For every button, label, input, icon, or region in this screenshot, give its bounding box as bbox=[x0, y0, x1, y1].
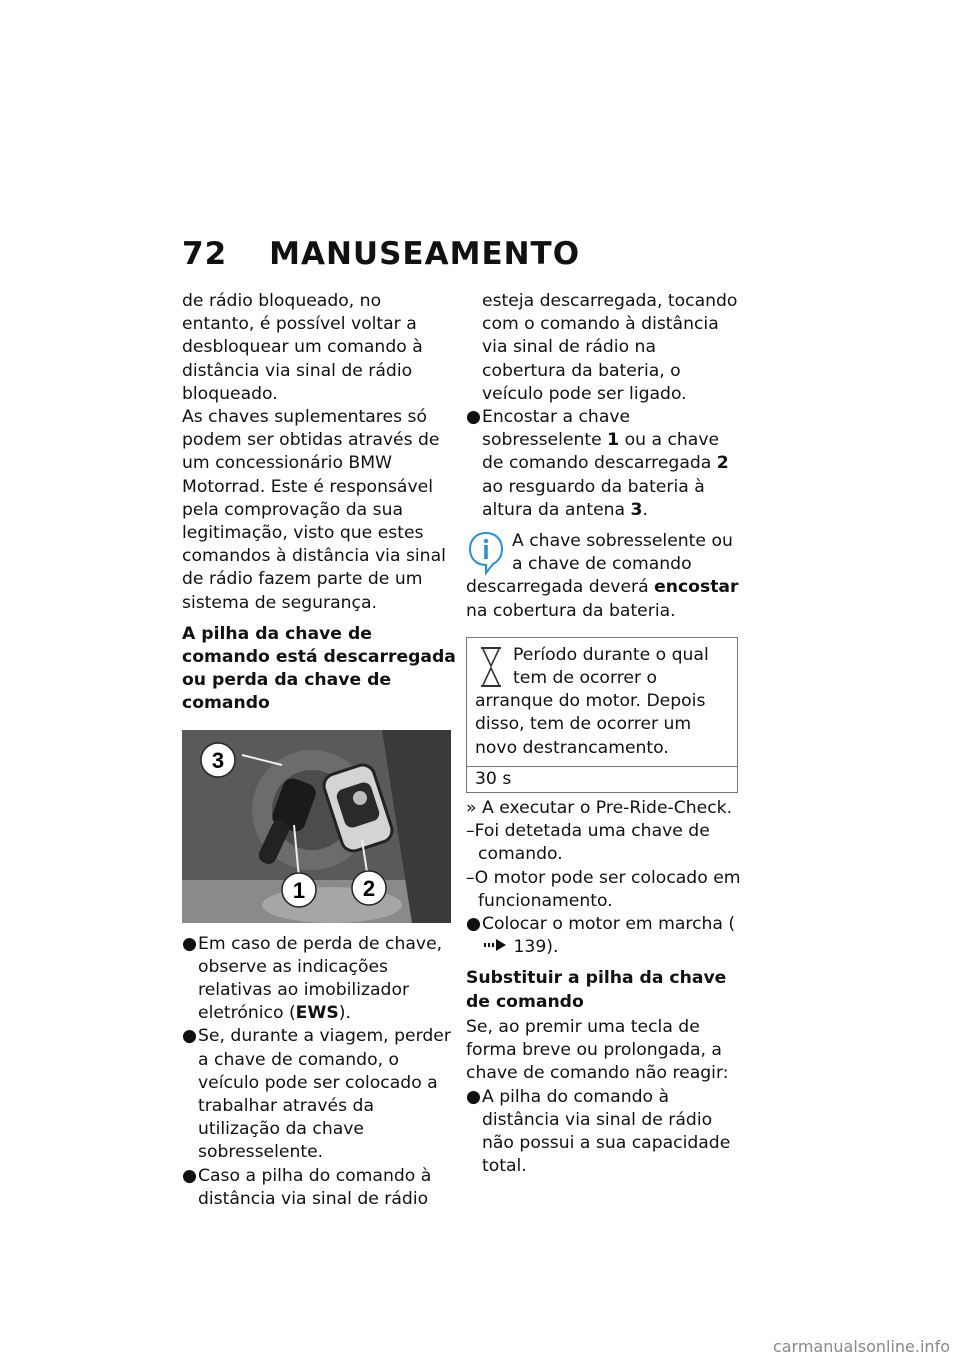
result-line: » A executar o Pre-Ride-Check. bbox=[466, 798, 733, 819]
bullet-icon: ● bbox=[182, 933, 197, 954]
arrow-ref-icon bbox=[482, 938, 508, 952]
bullet-item: ● Caso a pilha do comando à distância via sinal de rádio bbox=[182, 1165, 432, 1209]
page-number: 72 bbox=[182, 236, 228, 272]
page-header bbox=[182, 236, 580, 272]
footer-watermark: carmanualsonline.info bbox=[772, 1337, 950, 1356]
right-column bbox=[466, 290, 742, 1178]
bullet-icon: ● bbox=[466, 914, 481, 935]
paragraph: Se, ao premir uma tecla de forma breve ou prolongada, a chave de comando não reagir: bbox=[466, 1016, 729, 1084]
bullet-item: ● Em caso de perda de chave, observe as indicações relativas ao imobilizador eletrónico (EWS). bbox=[182, 933, 443, 1024]
bullet-item: ● Se, durante a viagem, perder a chave de comando, o veículo pode ser colocado a trabalhar através da utilização da chave sobresselente. bbox=[182, 1026, 451, 1163]
bullet-item: ● A pilha do comando à distância via sinal de rádio não possui a sua capacidade total. bbox=[466, 1086, 731, 1177]
paragraph: As chaves suplementares só podem ser obtidas através de um concessionário BMW Motorrad. Este é responsável pela comprovação da sua legitimação, visto que estes comandos à distância via sinal de rádio fazem parte de um sistema de segurança. bbox=[182, 407, 446, 613]
chapter-title: MANUSEAMENTO bbox=[269, 236, 581, 272]
key-illustration bbox=[182, 730, 451, 923]
figure-label-2: 2 bbox=[362, 875, 376, 901]
section-heading: A pilha da chave de comando está descarregada ou perda da chave de comando bbox=[182, 623, 456, 714]
paragraph: esteja descarregada, tocando com o comando à distância via sinal de rádio na cobertura da bateria, o veículo pode ser ligado. bbox=[482, 291, 738, 404]
table-description: Período durante o qual tem de ocorrer o arranque do motor. Depois disso, tem de ocorrer um novo destrancamento. bbox=[467, 638, 737, 767]
page-reference[interactable]: 139). bbox=[513, 937, 559, 958]
dash-item: –Foi detetada uma chave de comando. bbox=[466, 821, 710, 865]
section-heading: Substituir a pilha da chave de comando bbox=[466, 968, 727, 1012]
bullet-item: ● Encostar a chave sobresselente 1 ou a chave de comando descarregada 2 ao resguardo da bateria à altura da antena 3. bbox=[466, 407, 729, 520]
dash-item: –O motor pode ser colocado em funcionamento. bbox=[466, 867, 741, 911]
info-icon bbox=[466, 530, 506, 576]
figure-label-3: 3 bbox=[211, 747, 225, 773]
bullet-icon: ● bbox=[182, 1026, 197, 1047]
bullet-icon: ● bbox=[466, 407, 481, 428]
key-photo bbox=[182, 730, 451, 923]
timer-icon bbox=[475, 644, 507, 690]
table-value: 30 s bbox=[475, 768, 512, 789]
bullet-icon: ● bbox=[182, 1165, 197, 1186]
left-column bbox=[182, 290, 458, 1211]
figure-label-1: 1 bbox=[292, 877, 306, 903]
timer-table bbox=[466, 637, 738, 793]
info-note: A chave sobresselente ou a chave de comando descarregada deverá encostar na cobertura da bateria. bbox=[466, 531, 739, 621]
bullet-item: ● Colocar o motor em marcha ( 139). bbox=[466, 914, 736, 958]
paragraph: de rádio bloqueado, no entanto, é possível voltar a desbloquear um comando à distância via sinal de rádio bloqueado. bbox=[182, 291, 423, 404]
bullet-icon: ● bbox=[466, 1086, 481, 1107]
